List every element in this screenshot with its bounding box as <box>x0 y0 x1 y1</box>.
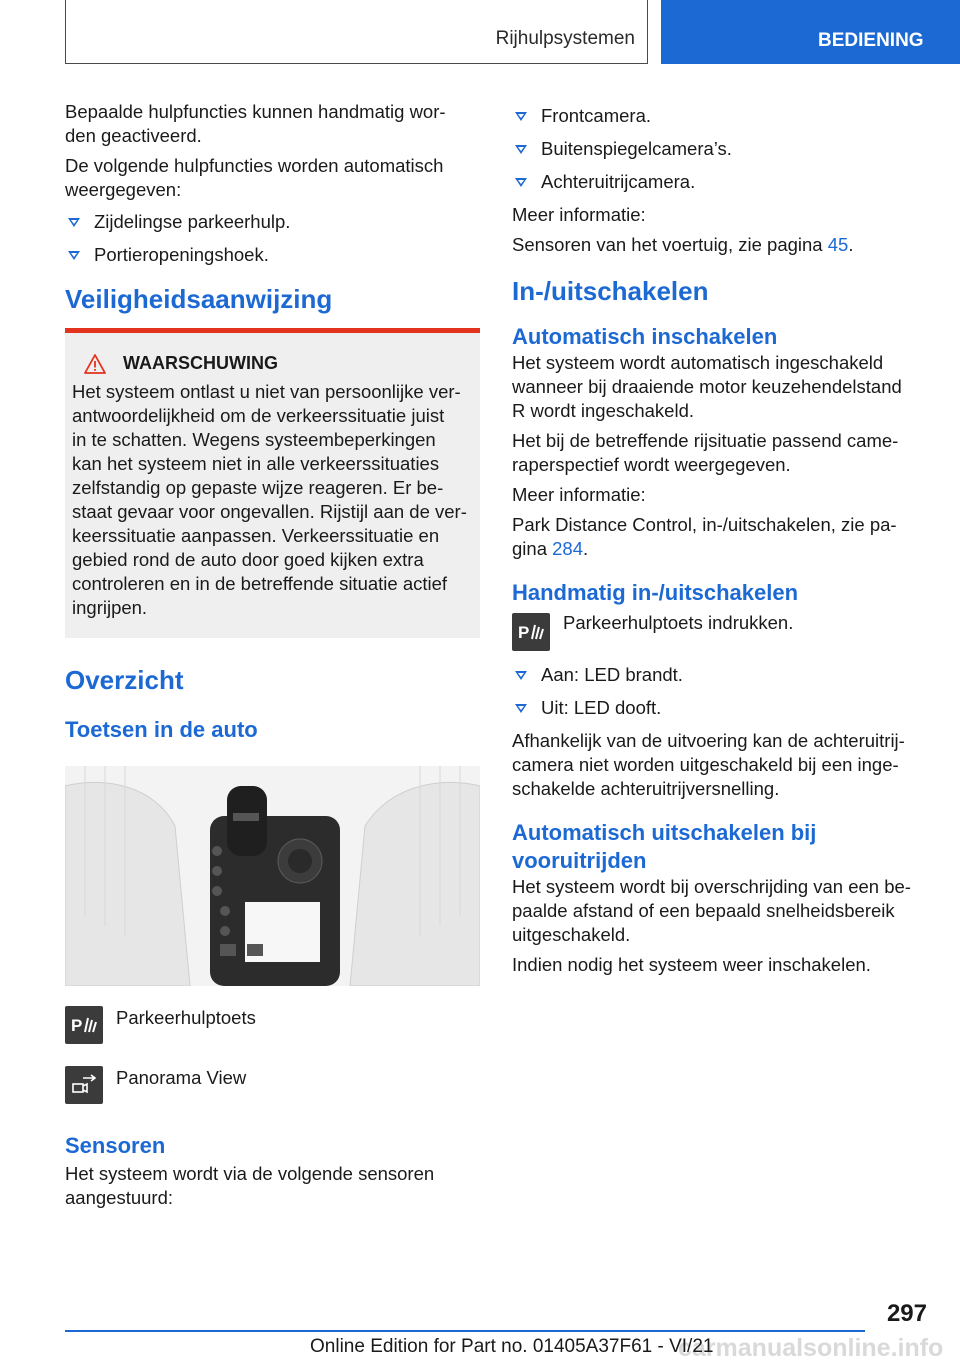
page-link-45[interactable]: 45 <box>827 234 849 255</box>
list-item: Portieropeningshoek. <box>65 243 480 267</box>
list-item: Zijdelingse parkeerhulp. <box>65 210 480 234</box>
reverse-camera-paragraph: Afhankelijk van de uitvoering kan de achteruitrij- camera niet worden uitgeschakeld bij een inge- schakelde achteruitrijversnelling. <box>512 730 905 799</box>
panorama-button-row <box>65 1066 480 1104</box>
manual-button-label: Parkeerhulptoets indrukken. <box>563 612 794 633</box>
header-chapter-box <box>65 0 648 64</box>
sensors-reference: Sensoren van het voertuig, zie pagina 45. <box>512 234 854 255</box>
list-item: Aan: LED brandt. <box>512 663 927 687</box>
sensors-paragraph: Het systeem wordt via de volgende sensoren aangestuurd: <box>65 1163 435 1208</box>
manual-button-row <box>512 613 927 651</box>
auto-off-paragraph: Het systeem wordt bij overschrijding van een be- paalde afstand of een bepaald snelheidsbereik uitgeschakeld. <box>512 876 911 945</box>
list-item: Buitenspiegelcamera’s. <box>512 137 927 161</box>
bullet-triangle-icon <box>68 218 80 227</box>
auto-display-paragraph: De volgende hulpfuncties worden automatisch weergegeven: <box>65 155 444 200</box>
bullet-triangle-icon <box>515 178 527 187</box>
heading-on-off: In-/uitschakelen <box>512 276 709 306</box>
camera-perspective-paragraph: Het bij de betreffende rijsituatie passend came- raperspectief wordt weergegeven. <box>512 430 899 475</box>
bullet-triangle-icon <box>68 251 80 260</box>
heading-auto-on: Automatisch inschakelen <box>512 324 778 349</box>
section-tab: BEDIENING <box>661 0 960 64</box>
heading-sensors: Sensoren <box>65 1133 166 1158</box>
warning-title: WAARSCHUWING <box>123 353 278 373</box>
heading-overview: Overzicht <box>65 665 184 695</box>
parking-assist-button-icon <box>512 613 550 651</box>
heading-buttons: Toetsen in de auto <box>65 717 258 742</box>
center-console-image <box>65 766 480 986</box>
intro-paragraph: Bepaalde hulpfuncties kunnen handmatig wor- den geactiveerd. <box>65 101 446 146</box>
list-item: Uit: LED dooft. <box>512 696 927 720</box>
reactivate-paragraph: Indien nodig het systeem weer inschakelen. <box>512 954 871 975</box>
bullet-triangle-icon <box>515 704 527 713</box>
pdc-reference: Park Distance Control, in-/uitschakelen, zie pa- gina 284. <box>512 514 897 559</box>
chapter-title: Rijhulpsystemen <box>495 28 635 49</box>
page-number: 297 <box>886 1300 927 1327</box>
right-column <box>512 96 927 983</box>
bullet-triangle-icon <box>515 112 527 121</box>
center-console-illustration <box>65 766 480 986</box>
auto-on-paragraph: Het systeem wordt automatisch ingeschakeld wanneer bij draaiende motor keuzehendelstand R wordt ingeschakeld. <box>512 352 902 421</box>
footer-divider <box>65 1330 865 1332</box>
list-item: Frontcamera. <box>512 104 927 128</box>
warning-text: Het systeem ontlast u niet van persoonlijke ver- antwoordelijkheid om de verkeerssituatie juist in te schatten. Wegens systeembeperkingen kan het systeem niet in alle verkeerssituaties zelfstandig op gepaste wijze reageren. Er be- staat gevaar voor ongevallen. Rijstijl aan de ver- keerssituatie aanpassen. Verkeerssituatie en gebied rond de auto door goed kijken extra controleren en in de betreffende situatie actief ingrijpen. <box>72 381 467 618</box>
page-link-284[interactable]: 284 <box>552 538 583 559</box>
heading-safety: Veiligheidsaanwijzing <box>65 284 333 314</box>
warning-triangle-icon <box>84 354 106 374</box>
more-info-label: Meer informatie: <box>512 204 646 225</box>
svg-text:P: P <box>71 1016 83 1035</box>
watermark: carmanualsonline.info <box>678 1334 944 1362</box>
warning-box <box>65 328 480 638</box>
warning-title-row <box>72 353 474 374</box>
svg-text:P: P <box>518 623 530 642</box>
bullet-triangle-icon <box>515 145 527 154</box>
panorama-button-label: Panorama View <box>116 1067 247 1088</box>
parking-button-row <box>65 1006 480 1044</box>
heading-auto-off: Automatisch uitschakelen bij vooruitrijden <box>512 820 817 873</box>
list-item: Achteruitrijcamera. <box>512 170 927 194</box>
parking-assist-button-icon <box>65 1006 103 1044</box>
parking-button-label: Parkeerhulptoets <box>116 1007 256 1028</box>
more-info-label: Meer informatie: <box>512 484 646 505</box>
heading-manual: Handmatig in-/uitschakelen <box>512 580 799 605</box>
panorama-view-button-icon <box>65 1066 103 1104</box>
edition-text: Online Edition for Part no. 01405A37F61 - VI/21 <box>310 1336 714 1357</box>
bullet-triangle-icon <box>515 671 527 680</box>
left-column <box>65 100 480 1216</box>
